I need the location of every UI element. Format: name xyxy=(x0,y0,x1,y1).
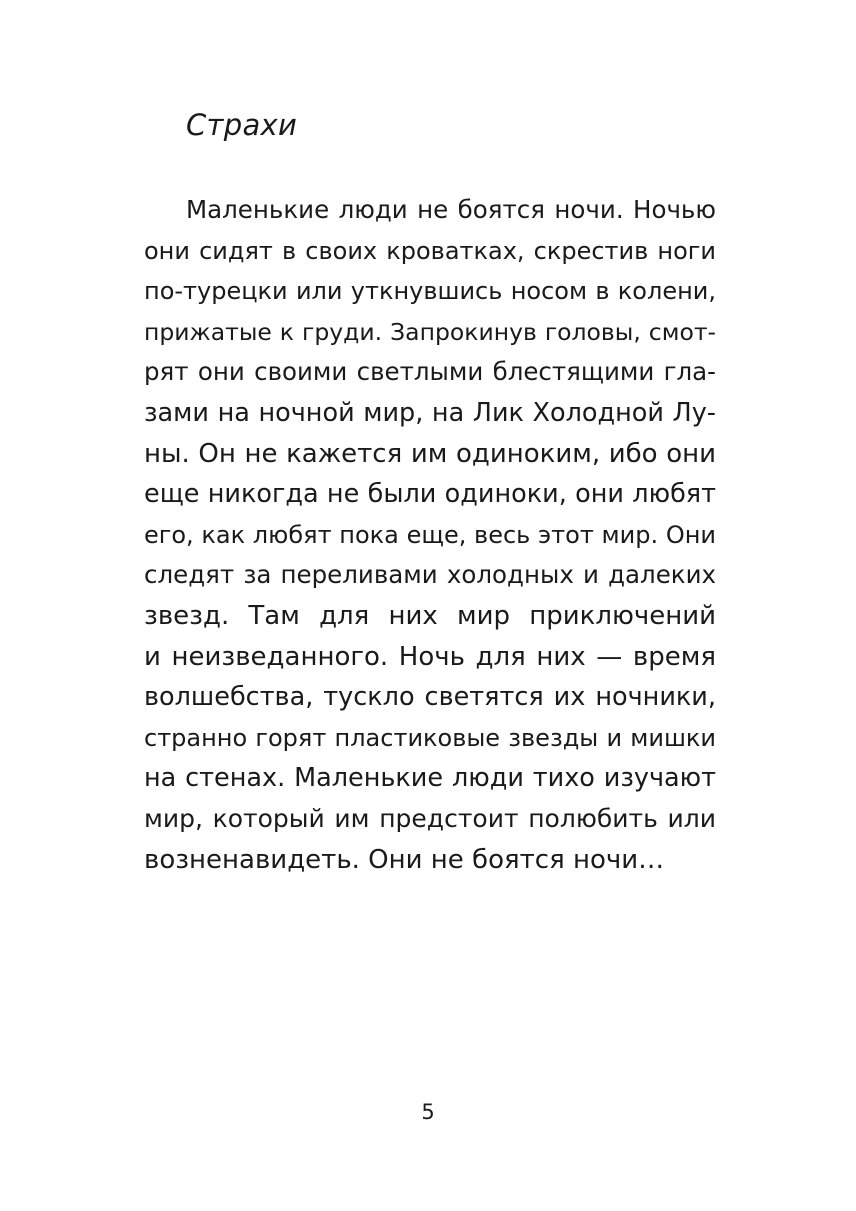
text-line: и неизведанного. Ночь для них — время xyxy=(144,641,716,672)
text-line: рят они своими светлыми блестящими гла- xyxy=(144,357,716,387)
text-line: на стенах. Маленькие люди тихо изучают xyxy=(144,763,716,794)
text-line: странно горят пластиковые звезды и мишки xyxy=(144,723,716,752)
paragraph xyxy=(144,190,716,880)
text-line: по-турецки или уткнувшись носом в колени, xyxy=(144,277,716,306)
text-line: прижатые к груди. Запрокинув головы, смот- xyxy=(144,317,716,346)
text-line: ны. Он не кажется им одиноким, ибо они xyxy=(144,438,716,469)
text-line: они сидят в своих кроватках, скрестив ноги xyxy=(144,236,716,265)
text-line: еще никогда не были одиноки, они любят xyxy=(144,479,716,510)
text-line: Маленькие люди не боятся ночи. Ночью xyxy=(186,195,716,224)
text-line: зами на ночной мир, на Лик Холодной Лу- xyxy=(144,397,716,428)
text-line: его, как любят пока еще, весь этот мир. Они xyxy=(144,520,716,549)
chapter-title: Страхи xyxy=(186,108,298,142)
text-line: возненавидеть. Они не боятся ночи… xyxy=(144,844,665,875)
text-line: звезд. Там для них мир приключений xyxy=(144,600,716,631)
text-line: мир, который им предстоит полюбить или xyxy=(144,803,716,833)
text-line: волшебства, тускло светятся их ночники, xyxy=(144,682,716,713)
page-number: 5 xyxy=(421,1100,435,1124)
text-line: следят за переливами холодных и далеких xyxy=(144,560,716,590)
